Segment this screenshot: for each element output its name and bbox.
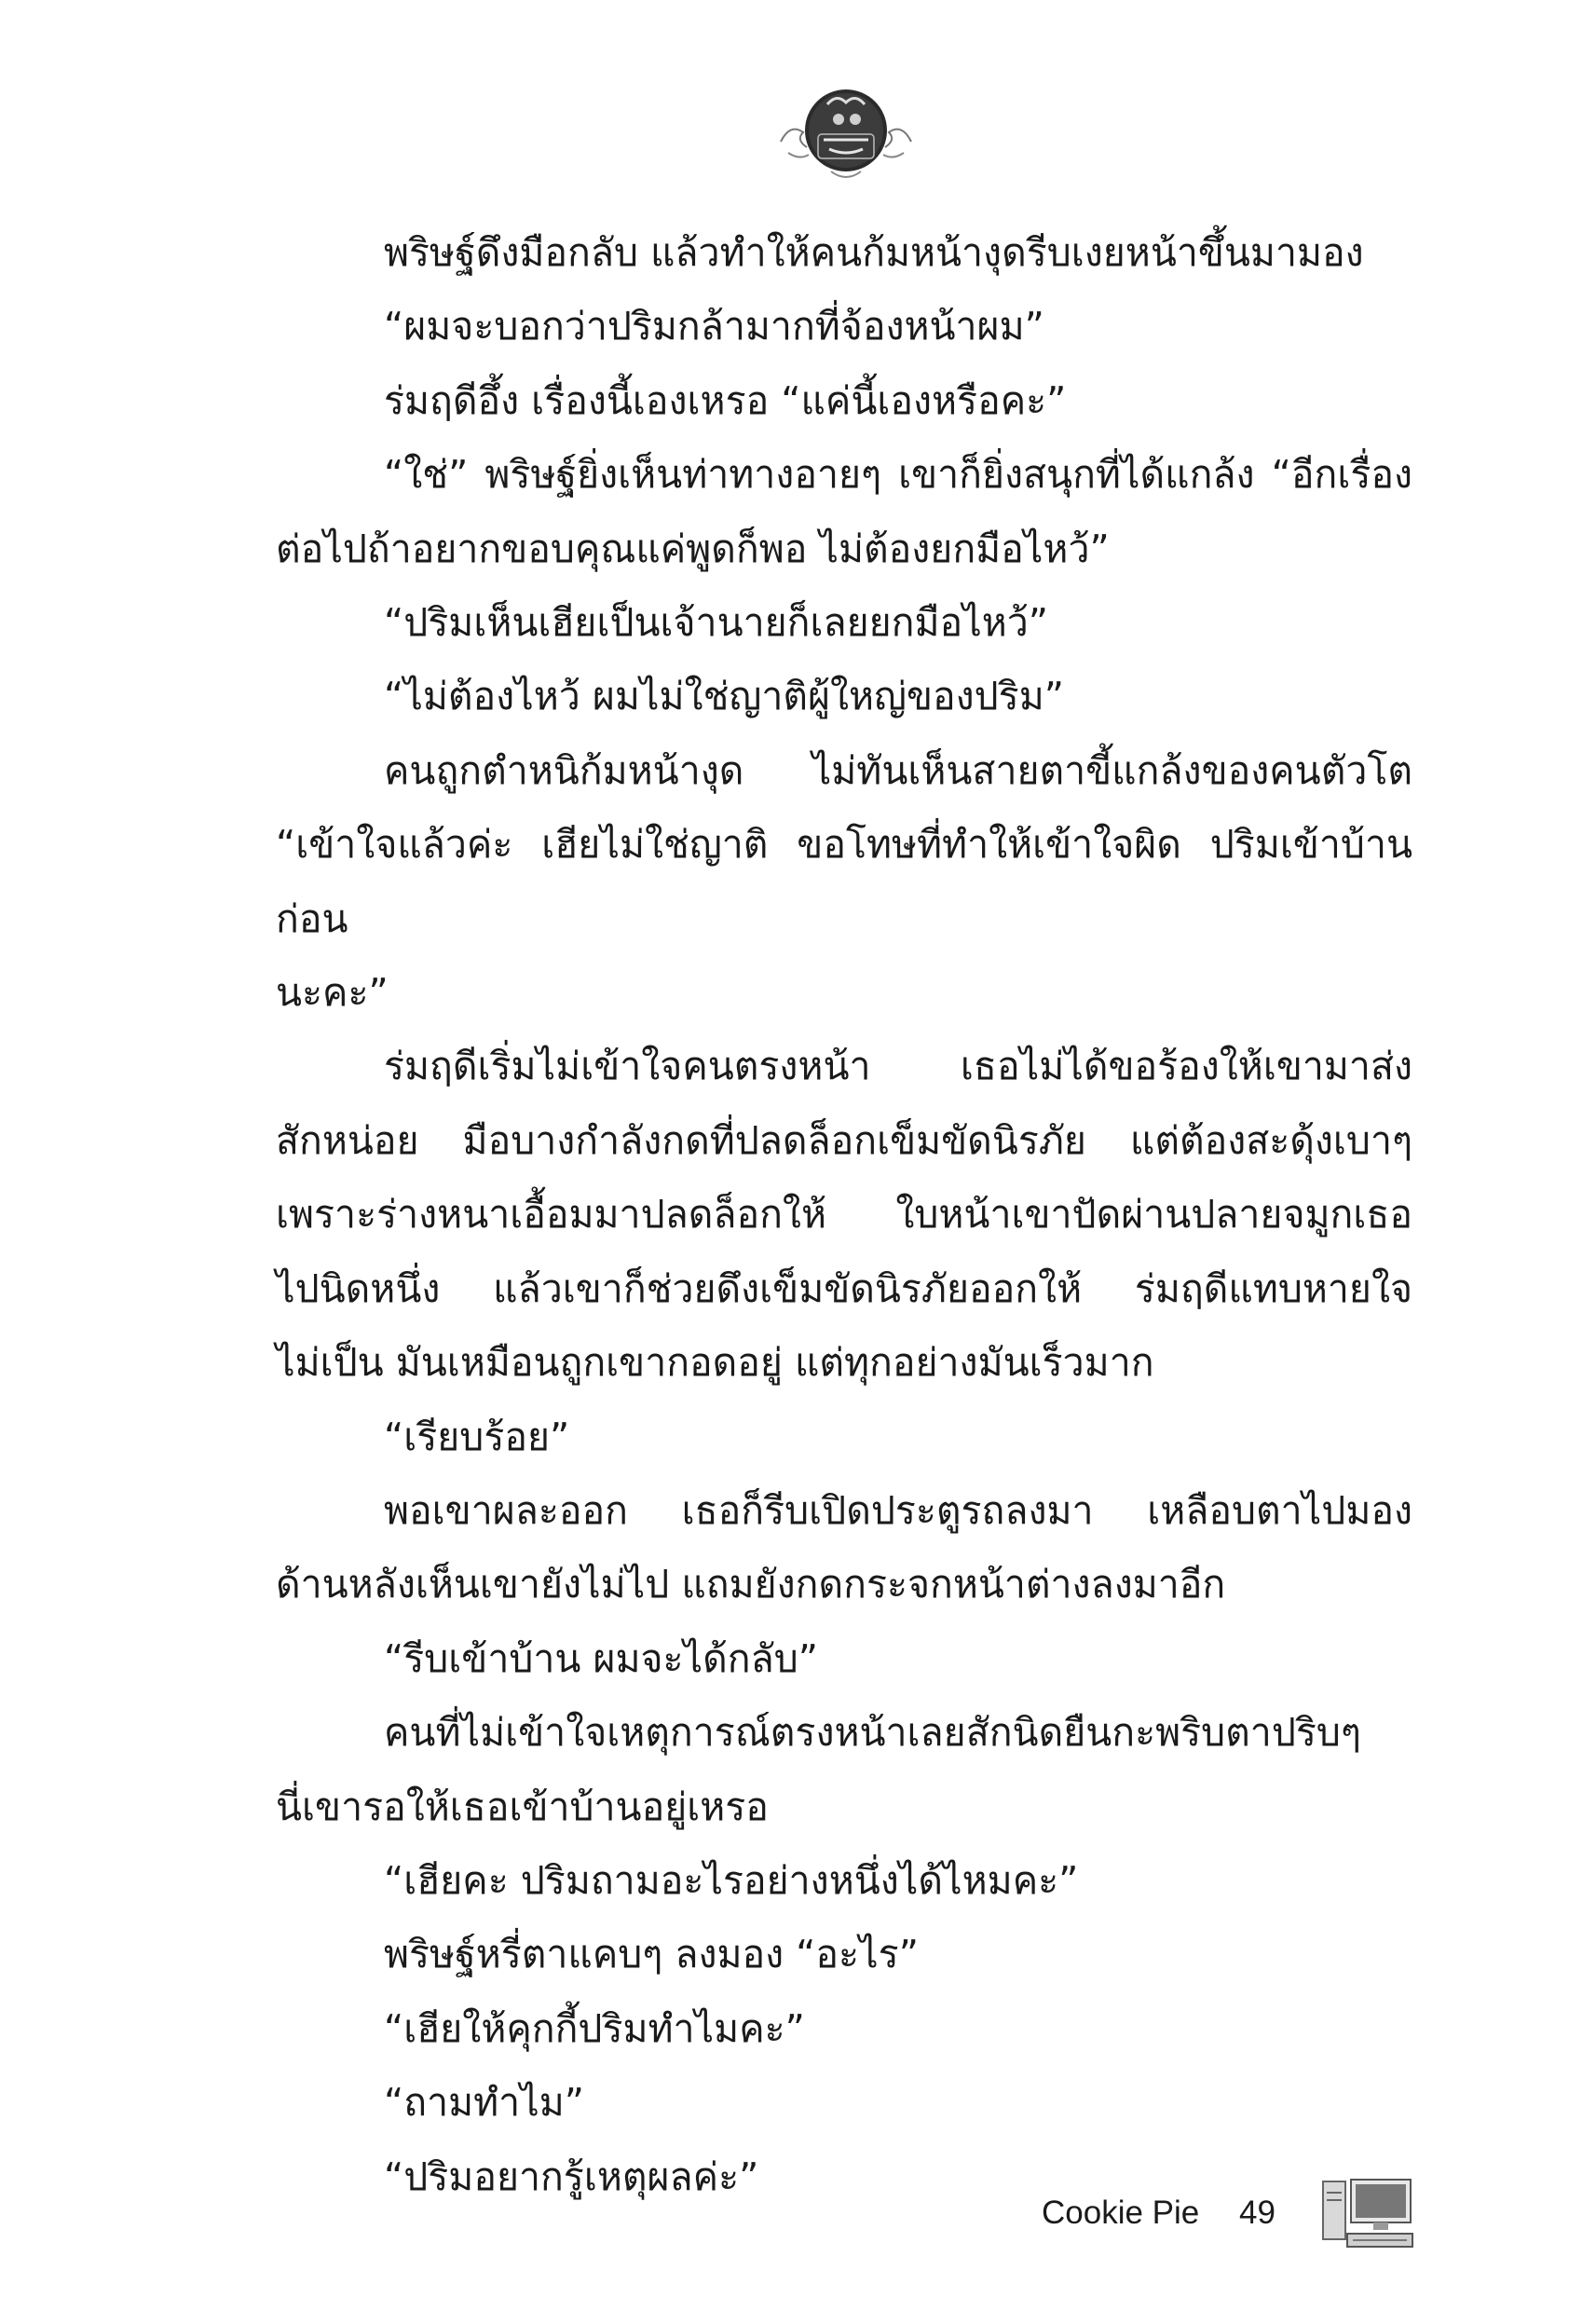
text-line: ร่มฤดีเริ่มไม่เข้าใจคนตรงหน้า เธอไม่ได้ขอร้องให้เขามาส่ง: [384, 1044, 1412, 1089]
text-line: พริษฐ์ดึงมือกลับ แล้วทำให้คนก้มหน้างุดรีบเงยหน้าขึ้นมามอง: [384, 230, 1364, 275]
text-line: “ปริมอยากรู้เหตุผลค่ะ”: [384, 2154, 759, 2199]
text-line: “ถามทำไม”: [384, 2080, 585, 2126]
text-line: ต่อไปถ้าอยากขอบคุณแค่พูดก็พอ ไม่ต้องยกมือไหว้”: [276, 526, 1110, 571]
text-line: คนถูกตำหนิก้มหน้างุด ไม่ทันเห็นสายตาขี้แกล้งของคนตัวโต: [384, 747, 1412, 793]
text-line: สักหน่อย มือบางกำลังกดที่ปลดล็อกเข็มขัดนิรภัย แต่ต้องสะดุ้งเบาๆ: [276, 1117, 1412, 1163]
text-line: “ปริมเห็นเฮียเป็นเจ้านายก็เลยยกมือไหว้”: [384, 600, 1049, 646]
text-line: ไปนิดหนึ่ง แล้วเขาก็ช่วยดึงเข็มขัดนิรภัยออกให้ ร่มฤดีแทบหายใจ: [276, 1265, 1412, 1311]
text-line: คนที่ไม่เข้าใจเหตุการณ์ตรงหน้าเลยสักนิดยืนกะพริบตาปริบๆ: [384, 1710, 1361, 1756]
text-line: “รีบเข้าบ้าน ผมจะได้กลับ”: [384, 1635, 819, 1681]
body-text: [276, 216, 1412, 2214]
text-line: นี่เขารอให้เธอเข้าบ้านอยู่เหรอ: [276, 1784, 769, 1829]
text-line: “เฮียให้คุกกี้ปริมทำไมคะ”: [384, 2005, 805, 2051]
text-line: พริษฐ์หรี่ตาแคบๆ ลงมอง “อะไร”: [384, 1932, 919, 1977]
text-line: ด้านหลังเห็นเขายังไม่ไป แถมยังกดกระจกหน้าต่างลงมาอีก: [276, 1562, 1226, 1607]
emblem-logo-icon: [771, 67, 921, 188]
text-line: ร่มฤดีอึ้ง เรื่องนี้เองเหรอ “แค่นี้เองหรือคะ”: [384, 377, 1067, 423]
text-line: “เรียบร้อย”: [384, 1414, 570, 1459]
book-title: Cookie Pie: [1042, 2195, 1200, 2231]
computer-icon: [1321, 2176, 1414, 2252]
text-line: “เข้าใจแล้วค่ะ เฮียไม่ใช่ญาติ ขอโทษที่ทำให้เข้าใจผิด ปริมเข้าบ้านก่อน: [276, 822, 1412, 941]
text-line: “ผมจะบอกว่าปริมกล้ามากที่จ้องหน้าผม”: [384, 304, 1044, 349]
text-line: เพราะร่างหนาเอื้อมมาปลดล็อกให้ ใบหน้าเขาปัดผ่านปลายจมูกเธอ: [276, 1192, 1412, 1238]
text-line: “ไม่ต้องไหว้ ผมไม่ใช่ญาติผู้ใหญ่ของปริม”: [384, 674, 1064, 719]
text-line: “เฮียคะ ปริมถามอะไรอย่างหนึ่งได้ไหมคะ”: [384, 1857, 1079, 1903]
text-line: พอเขาผละออก เธอก็รีบเปิดประตูรถลงมา เหลือบตาไปมอง: [384, 1487, 1412, 1533]
text-line: ไม่เป็น มันเหมือนถูกเขากอดอยู่ แต่ทุกอย่างมันเร็วมาก: [276, 1340, 1154, 1386]
text-line: นะคะ”: [276, 970, 389, 1016]
text-line: “ใช่” พริษฐ์ยิ่งเห็นท่าทางอายๆ เขาก็ยิ่งสนุกที่ได้แกล้ง “อีกเรื่อง: [384, 452, 1412, 498]
page-number: 49: [1239, 2195, 1275, 2231]
